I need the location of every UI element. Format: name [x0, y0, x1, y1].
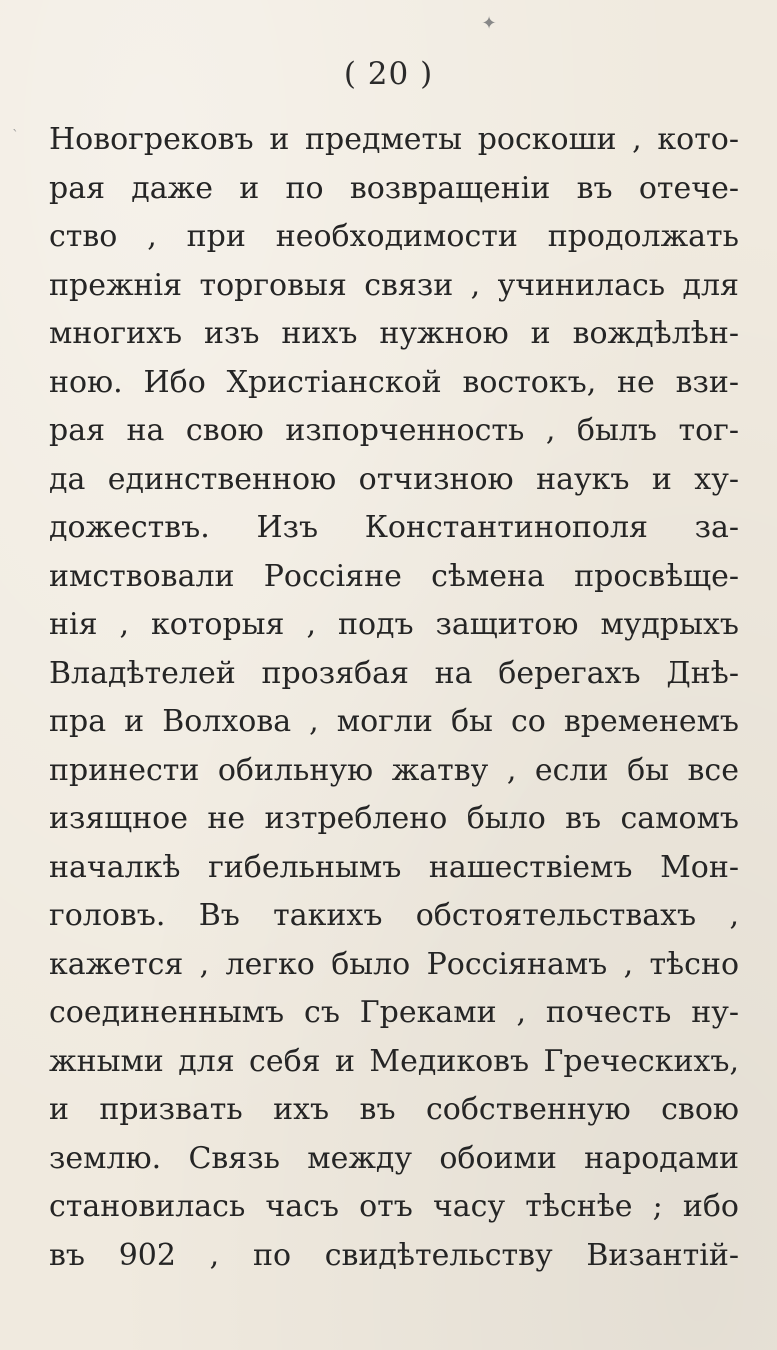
text-line: землю. Связь между обоими народами [49, 1140, 739, 1176]
margin-speck: ` [12, 128, 19, 144]
text-line: ство , при необходимости продолжать [49, 219, 739, 254]
text-line: Новогрековъ и предметы роскоши , кото- [49, 122, 739, 157]
text-line: имствовали Россiяне сѣмена просвѣще- [49, 558, 739, 594]
text-line: ною. Ибо Христiанской востокъ, не взи- [49, 364, 739, 400]
text-line: рая даже и по возвращенiи въ отече- [49, 170, 739, 206]
text-line: соединеннымъ съ Греками , почесть ну- [49, 995, 739, 1030]
text-line: началкѣ гибельнымъ нашествiемъ Мон- [49, 849, 739, 885]
text-line: нiя , которыя , подъ защитою мудрыхъ [49, 607, 739, 642]
text-line: Владѣтелей прозябая на берегахъ Днѣ- [49, 655, 739, 691]
text-line: прежнiя торговыя связи , учинилась для [49, 267, 739, 303]
body-text [49, 116, 739, 1280]
text-line: пра и Волхова , могли бы со временемъ [49, 704, 739, 739]
printer-ornament-icon: ✦ [481, 13, 497, 34]
text-line: и призвать ихъ въ собственную свою [49, 1092, 739, 1127]
text-line: изящное не изтреблено было въ самомъ [49, 801, 739, 836]
text-line: принести обильную жатву , если бы все [49, 752, 739, 788]
text-line: жными для себя и Медиковъ Греческихъ, [49, 1043, 739, 1079]
text-line: становилась часъ отъ часу тѣснѣе ; ибо [49, 1189, 739, 1224]
text-line: въ 902 , по свидѣтельству Византiй- [49, 1237, 739, 1273]
text-line: головъ. Въ такихъ обстоятельствахъ , [49, 898, 739, 933]
page-number: ( 20 ) [343, 56, 434, 92]
text-line: дожествъ. Изъ Константинополя за- [49, 510, 739, 545]
text-line: кажется , легко было Россiянамъ , тѣсно [49, 946, 739, 982]
text-line: да единственною отчизною наукъ и ху- [49, 461, 739, 497]
text-line: рая на свою изпорченность , былъ тог- [49, 413, 739, 448]
text-line: многихъ изъ нихъ нужною и вождѣлѣн- [49, 316, 739, 351]
